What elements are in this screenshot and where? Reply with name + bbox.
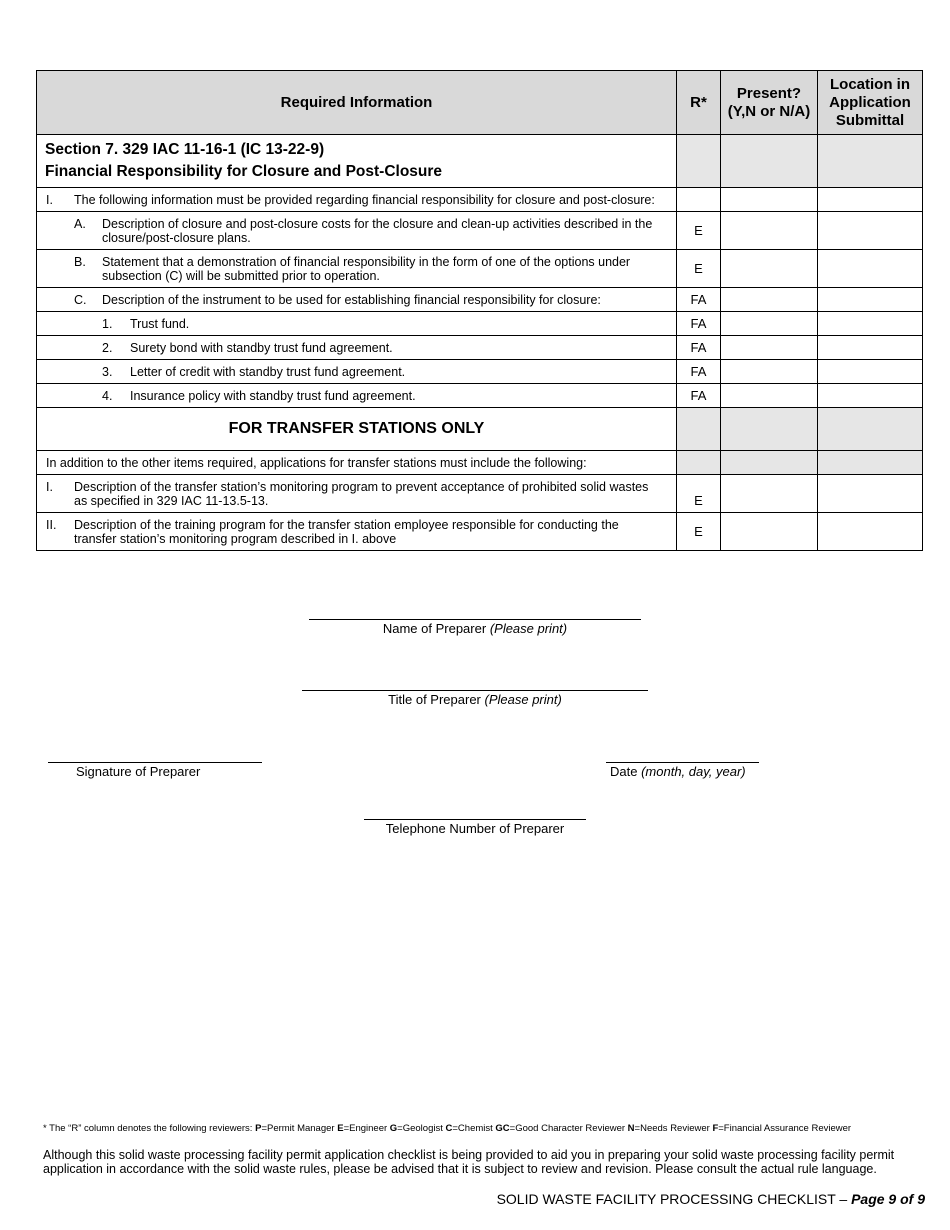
location-cell[interactable] xyxy=(818,384,923,408)
footnote-desc: =Needs Reviewer xyxy=(634,1123,713,1134)
header-r: R* xyxy=(677,71,721,135)
signature-of-preparer-field[interactable] xyxy=(48,762,262,779)
section-present-cell xyxy=(721,135,818,188)
location-cell[interactable] xyxy=(818,312,923,336)
header-present: Present? (Y,N or N/A) xyxy=(721,71,818,135)
row-text: Insurance policy with standby trust fund agreement. xyxy=(130,388,416,403)
table-row xyxy=(37,312,923,336)
title-of-preparer-label: Title of Preparer xyxy=(388,692,481,707)
row-r-value: FA xyxy=(677,360,721,384)
table-header-row xyxy=(37,71,923,135)
date-label: Date xyxy=(610,764,638,779)
footnote-code: G xyxy=(389,1123,398,1134)
present-cell[interactable] xyxy=(721,336,818,360)
signature-label: Signature of Preparer xyxy=(76,764,201,779)
footnote-code: N xyxy=(627,1123,635,1134)
location-cell[interactable] xyxy=(818,188,923,212)
present-cell[interactable] xyxy=(721,360,818,384)
row-number: C. xyxy=(74,292,87,307)
table-row xyxy=(37,288,923,312)
disclaimer-text: Although this solid waste processing facility permit application checklist is being provided to aid you in preparing your solid waste processing facility permit application in accordance with the solid waste rules, please be advised that it is subject to review and revision. Please consult the actual rule language. xyxy=(43,1148,895,1176)
section-location-cell xyxy=(818,135,923,188)
present-cell[interactable] xyxy=(721,475,818,513)
present-cell[interactable] xyxy=(721,212,818,250)
row-number: 2. xyxy=(102,340,113,355)
row-number: A. xyxy=(74,216,86,231)
footnote-desc: =Financial Assurance Reviewer xyxy=(718,1123,852,1134)
checklist-table xyxy=(36,70,923,551)
transfer-heading-location-cell xyxy=(818,408,923,451)
header-location: Location in Application Submittal xyxy=(818,71,923,135)
row-r-value: E xyxy=(677,513,721,551)
row-description xyxy=(37,475,677,513)
reviewer-footnote xyxy=(43,1123,851,1134)
present-cell[interactable] xyxy=(721,288,818,312)
row-r-value: FA xyxy=(677,336,721,360)
location-cell[interactable] xyxy=(818,288,923,312)
title-of-preparer-field[interactable] xyxy=(302,690,648,707)
row-text: Trust fund. xyxy=(130,316,190,331)
transfer-intro-r-cell xyxy=(677,451,721,475)
footnote-code: F xyxy=(712,1123,719,1134)
row-text: The following information must be provided regarding financial responsibility for closure and post-closure: xyxy=(74,192,655,207)
present-cell[interactable] xyxy=(721,250,818,288)
row-r-value: E xyxy=(677,250,721,288)
page-footer xyxy=(497,1191,925,1207)
row-description xyxy=(37,188,677,212)
table-row xyxy=(37,188,923,212)
row-description xyxy=(37,384,677,408)
row-r-value xyxy=(677,188,721,212)
name-of-preparer-field[interactable] xyxy=(309,619,641,636)
row-description xyxy=(37,312,677,336)
row-description xyxy=(37,250,677,288)
section-r-cell xyxy=(677,135,721,188)
table-row xyxy=(37,212,923,250)
transfer-heading: FOR TRANSFER STATIONS ONLY xyxy=(37,408,677,451)
footnote-desc: =Chemist xyxy=(452,1123,496,1134)
table-row xyxy=(37,513,923,551)
section-title-line2: Financial Responsibility for Closure and Post-Closure xyxy=(45,163,443,180)
location-cell[interactable] xyxy=(818,360,923,384)
footnote-code: P xyxy=(255,1123,262,1134)
transfer-intro-location-cell xyxy=(818,451,923,475)
table-row xyxy=(37,475,923,513)
row-text: Statement that a demonstration of financial responsibility in the form of one of the options under subsection (C) will be submitted prior to operation. xyxy=(102,254,631,283)
present-cell[interactable] xyxy=(721,384,818,408)
present-cell[interactable] xyxy=(721,513,818,551)
table-row xyxy=(37,360,923,384)
footnote-code: C xyxy=(445,1123,453,1134)
transfer-heading-row xyxy=(37,408,923,451)
row-r-value: FA xyxy=(677,384,721,408)
footnote-intro: * The “R” column denotes the following reviewers: xyxy=(43,1123,256,1134)
row-text: Surety bond with standby trust fund agreement. xyxy=(130,340,393,355)
footnote-code: E xyxy=(337,1123,344,1134)
name-of-preparer-label: Name of Preparer xyxy=(382,621,487,636)
location-cell[interactable] xyxy=(818,212,923,250)
footnote-code: GC xyxy=(495,1123,510,1134)
footnote-desc: =Permit Manager xyxy=(261,1123,338,1134)
row-number: I. xyxy=(46,192,53,207)
location-cell[interactable] xyxy=(818,475,923,513)
footnote-desc: =Geologist xyxy=(397,1123,446,1134)
present-cell[interactable] xyxy=(721,188,818,212)
row-number: B. xyxy=(74,254,86,269)
footer-title: SOLID WASTE FACILITY PROCESSING CHECKLIST – xyxy=(496,1191,852,1207)
date-field[interactable] xyxy=(606,762,759,779)
row-number: I. xyxy=(46,479,53,494)
section-row xyxy=(37,135,923,188)
row-description xyxy=(37,360,677,384)
transfer-heading-r-cell xyxy=(677,408,721,451)
row-description xyxy=(37,288,677,312)
transfer-intro-row xyxy=(37,451,923,475)
name-of-preparer-note: (Please print) xyxy=(489,621,568,636)
row-r-value: FA xyxy=(677,312,721,336)
date-note: (month, day, year) xyxy=(641,764,746,779)
row-description xyxy=(37,336,677,360)
telephone-label: Telephone Number of Preparer xyxy=(385,821,565,836)
location-cell[interactable] xyxy=(818,513,923,551)
table-row xyxy=(37,384,923,408)
row-number: II. xyxy=(46,517,57,532)
footnote-desc: =Engineer xyxy=(343,1123,390,1134)
footnote-desc: =Good Character Reviewer xyxy=(509,1123,628,1134)
location-cell[interactable] xyxy=(818,250,923,288)
section-title xyxy=(37,135,677,188)
row-r-value: E xyxy=(677,212,721,250)
title-of-preparer-note: (Please print) xyxy=(484,692,562,707)
row-description xyxy=(37,513,677,551)
row-number: 4. xyxy=(102,388,113,403)
header-required-information: Required Information xyxy=(37,71,677,135)
row-r-value: E xyxy=(677,475,721,513)
row-text: Letter of credit with standby trust fund agreement. xyxy=(130,364,406,379)
row-text: Description of closure and post-closure costs for the closure and clean-up activities described in the closure/post-closure plans. xyxy=(102,216,653,245)
row-number: 3. xyxy=(102,364,113,379)
section-title-line1: Section 7. 329 IAC 11-16-1 (IC 13-22-9) xyxy=(45,141,325,158)
table-row xyxy=(37,336,923,360)
row-number: 1. xyxy=(102,316,113,331)
table-row xyxy=(37,250,923,288)
row-text: Description of the training program for the transfer station employee responsible for conducting the transfer station’s monitoring program described in I. above xyxy=(74,517,619,546)
transfer-intro-present-cell xyxy=(721,451,818,475)
row-description xyxy=(37,212,677,250)
row-r-value: FA xyxy=(677,288,721,312)
present-cell[interactable] xyxy=(721,312,818,336)
transfer-intro: In addition to the other items required, applications for transfer stations must include the following: xyxy=(37,451,677,475)
row-text: Description of the transfer station’s monitoring program to prevent acceptance of prohibited solid wastes as specified in 329 IAC 11-13.5-13. xyxy=(74,479,649,508)
location-cell[interactable] xyxy=(818,336,923,360)
transfer-heading-present-cell xyxy=(721,408,818,451)
row-text: Description of the instrument to be used for establishing financial responsibility for closure: xyxy=(102,292,601,307)
page-number: Page 9 of 9 xyxy=(851,1191,925,1207)
telephone-number-field[interactable] xyxy=(364,819,586,836)
